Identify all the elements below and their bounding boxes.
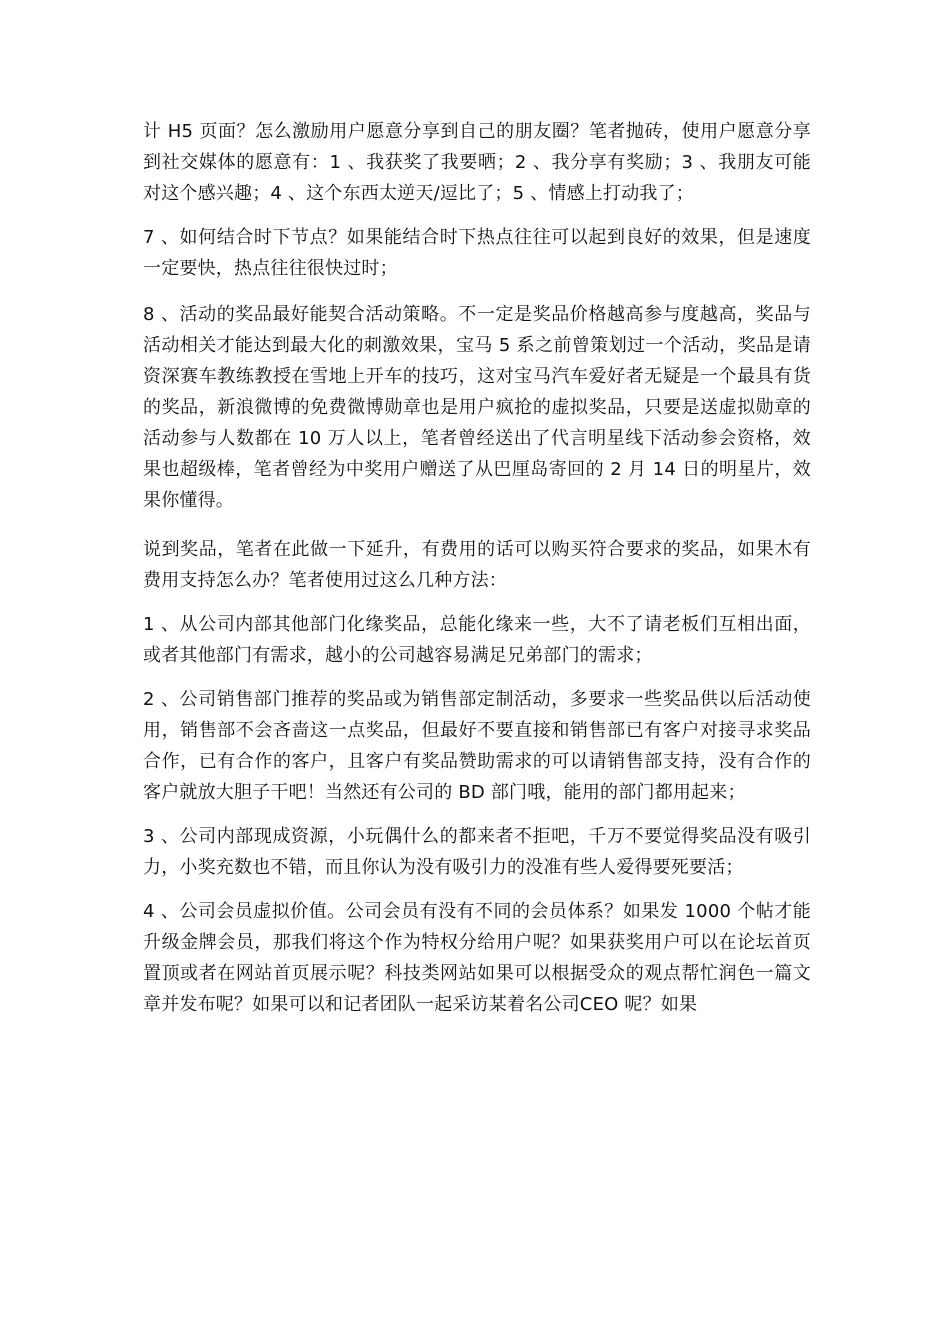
paragraph-item-7: 7 、如何结合时下节点？如果能结合时下热点往往可以起到良好的效果，但是速度一定要快，热点往往很快过时； xyxy=(143,227,811,279)
paragraph-method-3: 3 、公司内部现成资源，小玩偶什么的都来者不拒吧，千万不要觉得奖品没有吸引力，小奖充数也不错，而且你认为没有吸引力的没准有些人爱得要死要活； xyxy=(143,826,811,878)
paragraph-prize-intro: 说到奖品，笔者在此做一下延升，有费用的话可以购买符合要求的奖品，如果木有费用支持怎么办？笔者使用过这么几种方法： xyxy=(143,539,811,591)
paragraph-share-motivation: 计 H5 页面？怎么激励用户愿意分享到自己的朋友圈？笔者抛砖，使用户愿意分享到社交媒体的愿意有：1 、我获奖了我要晒；2 、我分享有奖励；3 、我朋友可能对这个感兴趣；4 、这个东西太逆天/逗比了；5 、情感上打动我了； xyxy=(143,121,811,204)
document-body xyxy=(143,116,811,1020)
paragraph-item-8: 8 、活动的奖品最好能契合活动策略。不一定是奖品价格越高参与度越高，奖品与活动相关才能达到最大化的刺激效果，宝马 5 系之前曾策划过一个活动，奖品是请资深赛车教练教授在雪地上开车的技巧，这对宝马汽车爱好者无疑是一个最具有货的奖品，新浪微博的免费微博勋章也是用户疯抢的虚拟奖品，只要是送虚拟勋章的活动参与人数都在 10 万人以上，笔者曾经送出了代言明星线下活动参会资格，效果也超级棒，笔者曾经为中奖用户赠送了从巴厘岛寄回的 2 月 14 日的明星片，效果你懂得。 xyxy=(143,304,811,511)
paragraph-method-4: 4 、公司会员虚拟价值。公司会员有没有不同的会员体系？如果发 1000 个帖才能升级金牌会员，那我们将这个作为特权分给用户呢？如果获奖用户可以在论坛首页置顶或者在网站首页展示呢？科技类网站如果可以根据受众的观点帮忙润色一篇文章并发布呢？如果可以和记者团队一起采访某着名公司CEO 呢？如果 xyxy=(143,901,811,1015)
paragraph-method-1: 1 、从公司内部其他部门化缘奖品，总能化缘来一些，大不了请老板们互相出面，或者其他部门有需求，越小的公司越容易满足兄弟部门的需求； xyxy=(143,614,811,666)
paragraph-method-2: 2 、公司销售部门推荐的奖品或为销售部定制活动，多要求一些奖品供以后活动使用，销售部不会吝啬这一点奖品，但最好不要直接和销售部已有客户对接寻求奖品合作，已有合作的客户，且客户有奖品赞助需求的可以请销售部支持，没有合作的客户就放大胆子干吧！当然还有公司的 BD 部门哦，能用的部门都用起来； xyxy=(143,689,811,803)
